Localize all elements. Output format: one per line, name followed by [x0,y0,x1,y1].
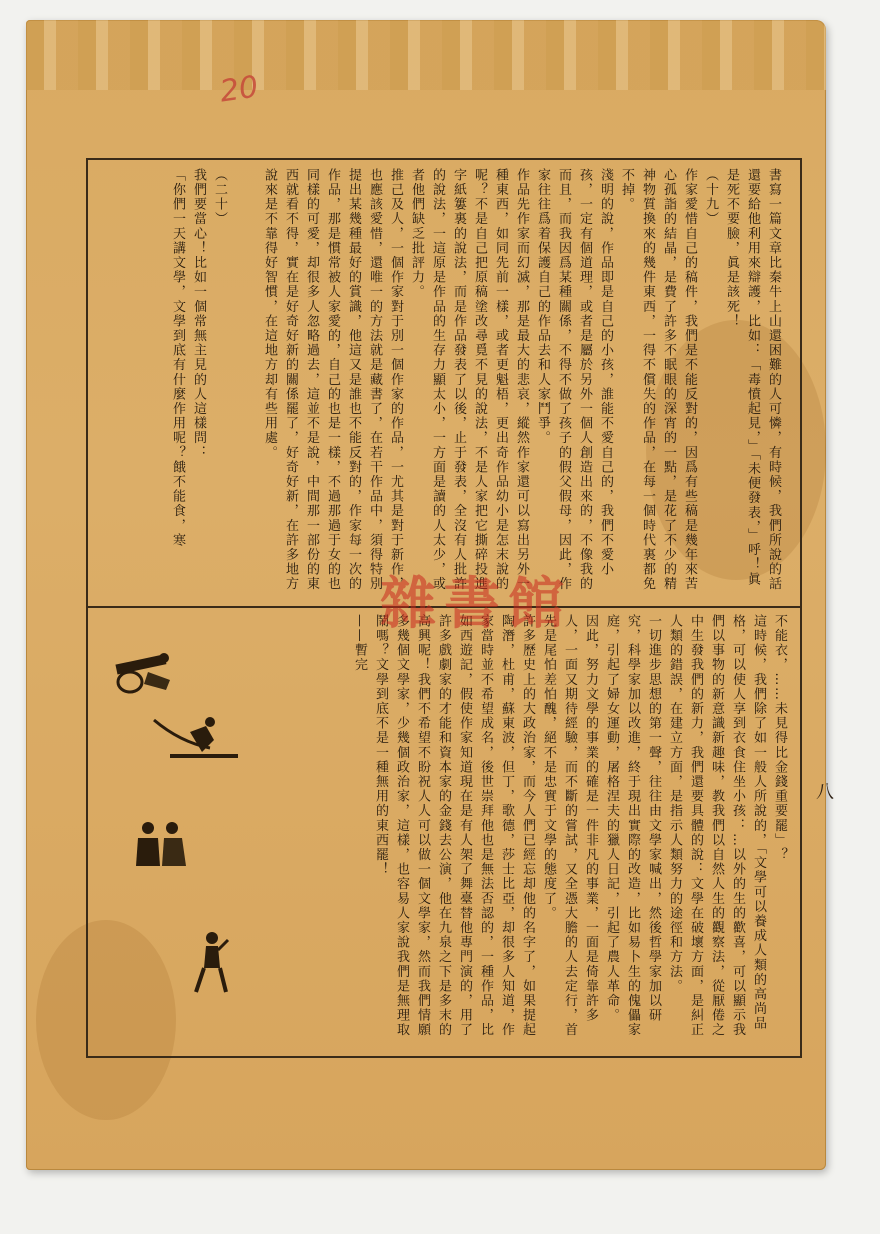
torn-top-edge [26,20,826,90]
seated-figures-illustration [132,820,192,870]
article-text-bottom: 不能衣，……未見得比金錢重要罷」？ 這時候，我們除了如一般人所說的，「文學可以養成人類的高尚品格，可以使人享到衣食住坐小孩：…以外的生的歡喜，可以顯示我們以事物的新意識新趣味，教我們以自然人生的觀察法，從厭倦之中生發我們的新力，我們還要具體的說：文學在破壞方面，是糾正人類的錯誤，在建立方面，是指示人類努力的途徑和方法。 一切進步思想的第一聲，往往由文學家喊出，然後哲學家加以研究，科學家加以改進，終于現出實際的改造，比如易卜生的傀儡家庭，引起了婦女運動，屠格涅夫的獵人日記，引起了農人革命。 因此，努力文學的事業的確是一件非凡的事業，一面是倚靠許多人，一面又期待經驗，而不斷的嘗試，又全憑大膽的人去定行，首先是尾怕差怕醜，絕不是忠實于文學的態度了。 許多歷史上的大政治家，而今人們已經忘却他的名字了，如果提起陶潛，杜甫，蘇東波，但丁，歌德，莎士比亞，却很多人知道，作家當時並不希望成名，後世崇拜他也是無法否認的，一種作品，比如西遊記，假使作家知道現在是有人架了舞臺替他專門演的，用了許多戲劇家的才能和資本家的金錢去公演，他在九泉之下是多末的高興呢！我們不希望不盼祝人人可以做一個文學家，然而我們情願多幾個文學家，少幾個政治家，這樣，也容易人家說我們是無理取鬧嗎？文學到底不是一種無用的東西罷！ ——暫完 [352,614,787,1038]
article-text-top: 書寫一篇文章比秦牛上山還困難的人可憐，有時候，我們所說的話還要給他利用來辯護，比如：「毒憤起見，」「未便發表，」呼！眞是死不要臉，眞是該死！ （十九） 作家愛惜自己的稿件，我們是不能反對的，因爲有些稿是幾年來苦心孤詣的結晶，是費了許多不眠眼的深宵的一點，是花了不少的精神物質換來的幾件東西，一得不償失的作品，在每一個時代裏都免不掉。 淺明的說，作品即是自己的小孩，誰能不愛自己的，我們不愛小孩，一定有個道理，或者是屬於另外一個人創造出來的，不像我的而且，而我因爲某種關係，不得不做了孩子的假父假母，因此，作家往往爲着保護自己的作品去和人家鬥爭。 作品先作家而幻滅，那是最大的悲哀，縱然作家還可以寫出另外一種東西，如同先前一樣，或者更魁梧，更出奇作品幼小是怎末說的呢？不是自己把原稿塗改尋覓不見的說法，不是人家把它撕碎投進字紙簍裏的說法，而是作品發表了以後，止于發表，全沒有人批許的說法，一這原是作品的生存力顯太小，一方面是讀的人太少，或者他們缺乏批評力。 推己及人，一個作家對于別一個作家的作品，一尤其是對于新作，也應該愛惜，還唯一的方法就是藏書了，在若干作品中，須得特別提出某幾種最好的賞識，他這又是誰也不能反對的，作家每一次的作品，那是慣常被人家愛的，自己的也是一樣，不過那過于女的也同樣的可愛，却很多人忽略過去，這並不是說，中間那一部份的東西就看不得，實在是好奇好新的關係罷了，好奇好新，在許多地方說來是不靠得好智慣，在這地方却有些用處。 [262,168,781,592]
plough-illustration [150,712,240,762]
handwritten-number: 20 [217,69,261,110]
walking-figure-illustration [190,930,230,994]
cannon-illustration [108,650,178,694]
article-text-left: （二十） 我們要當心！比如一個常無主見的人這樣問： 「你們一天講文學，文學到底有什麼作用呢？餓不能食，寒 [170,168,227,548]
library-watermark: 雜書館 [380,571,572,637]
page-number: 八 [816,782,834,803]
